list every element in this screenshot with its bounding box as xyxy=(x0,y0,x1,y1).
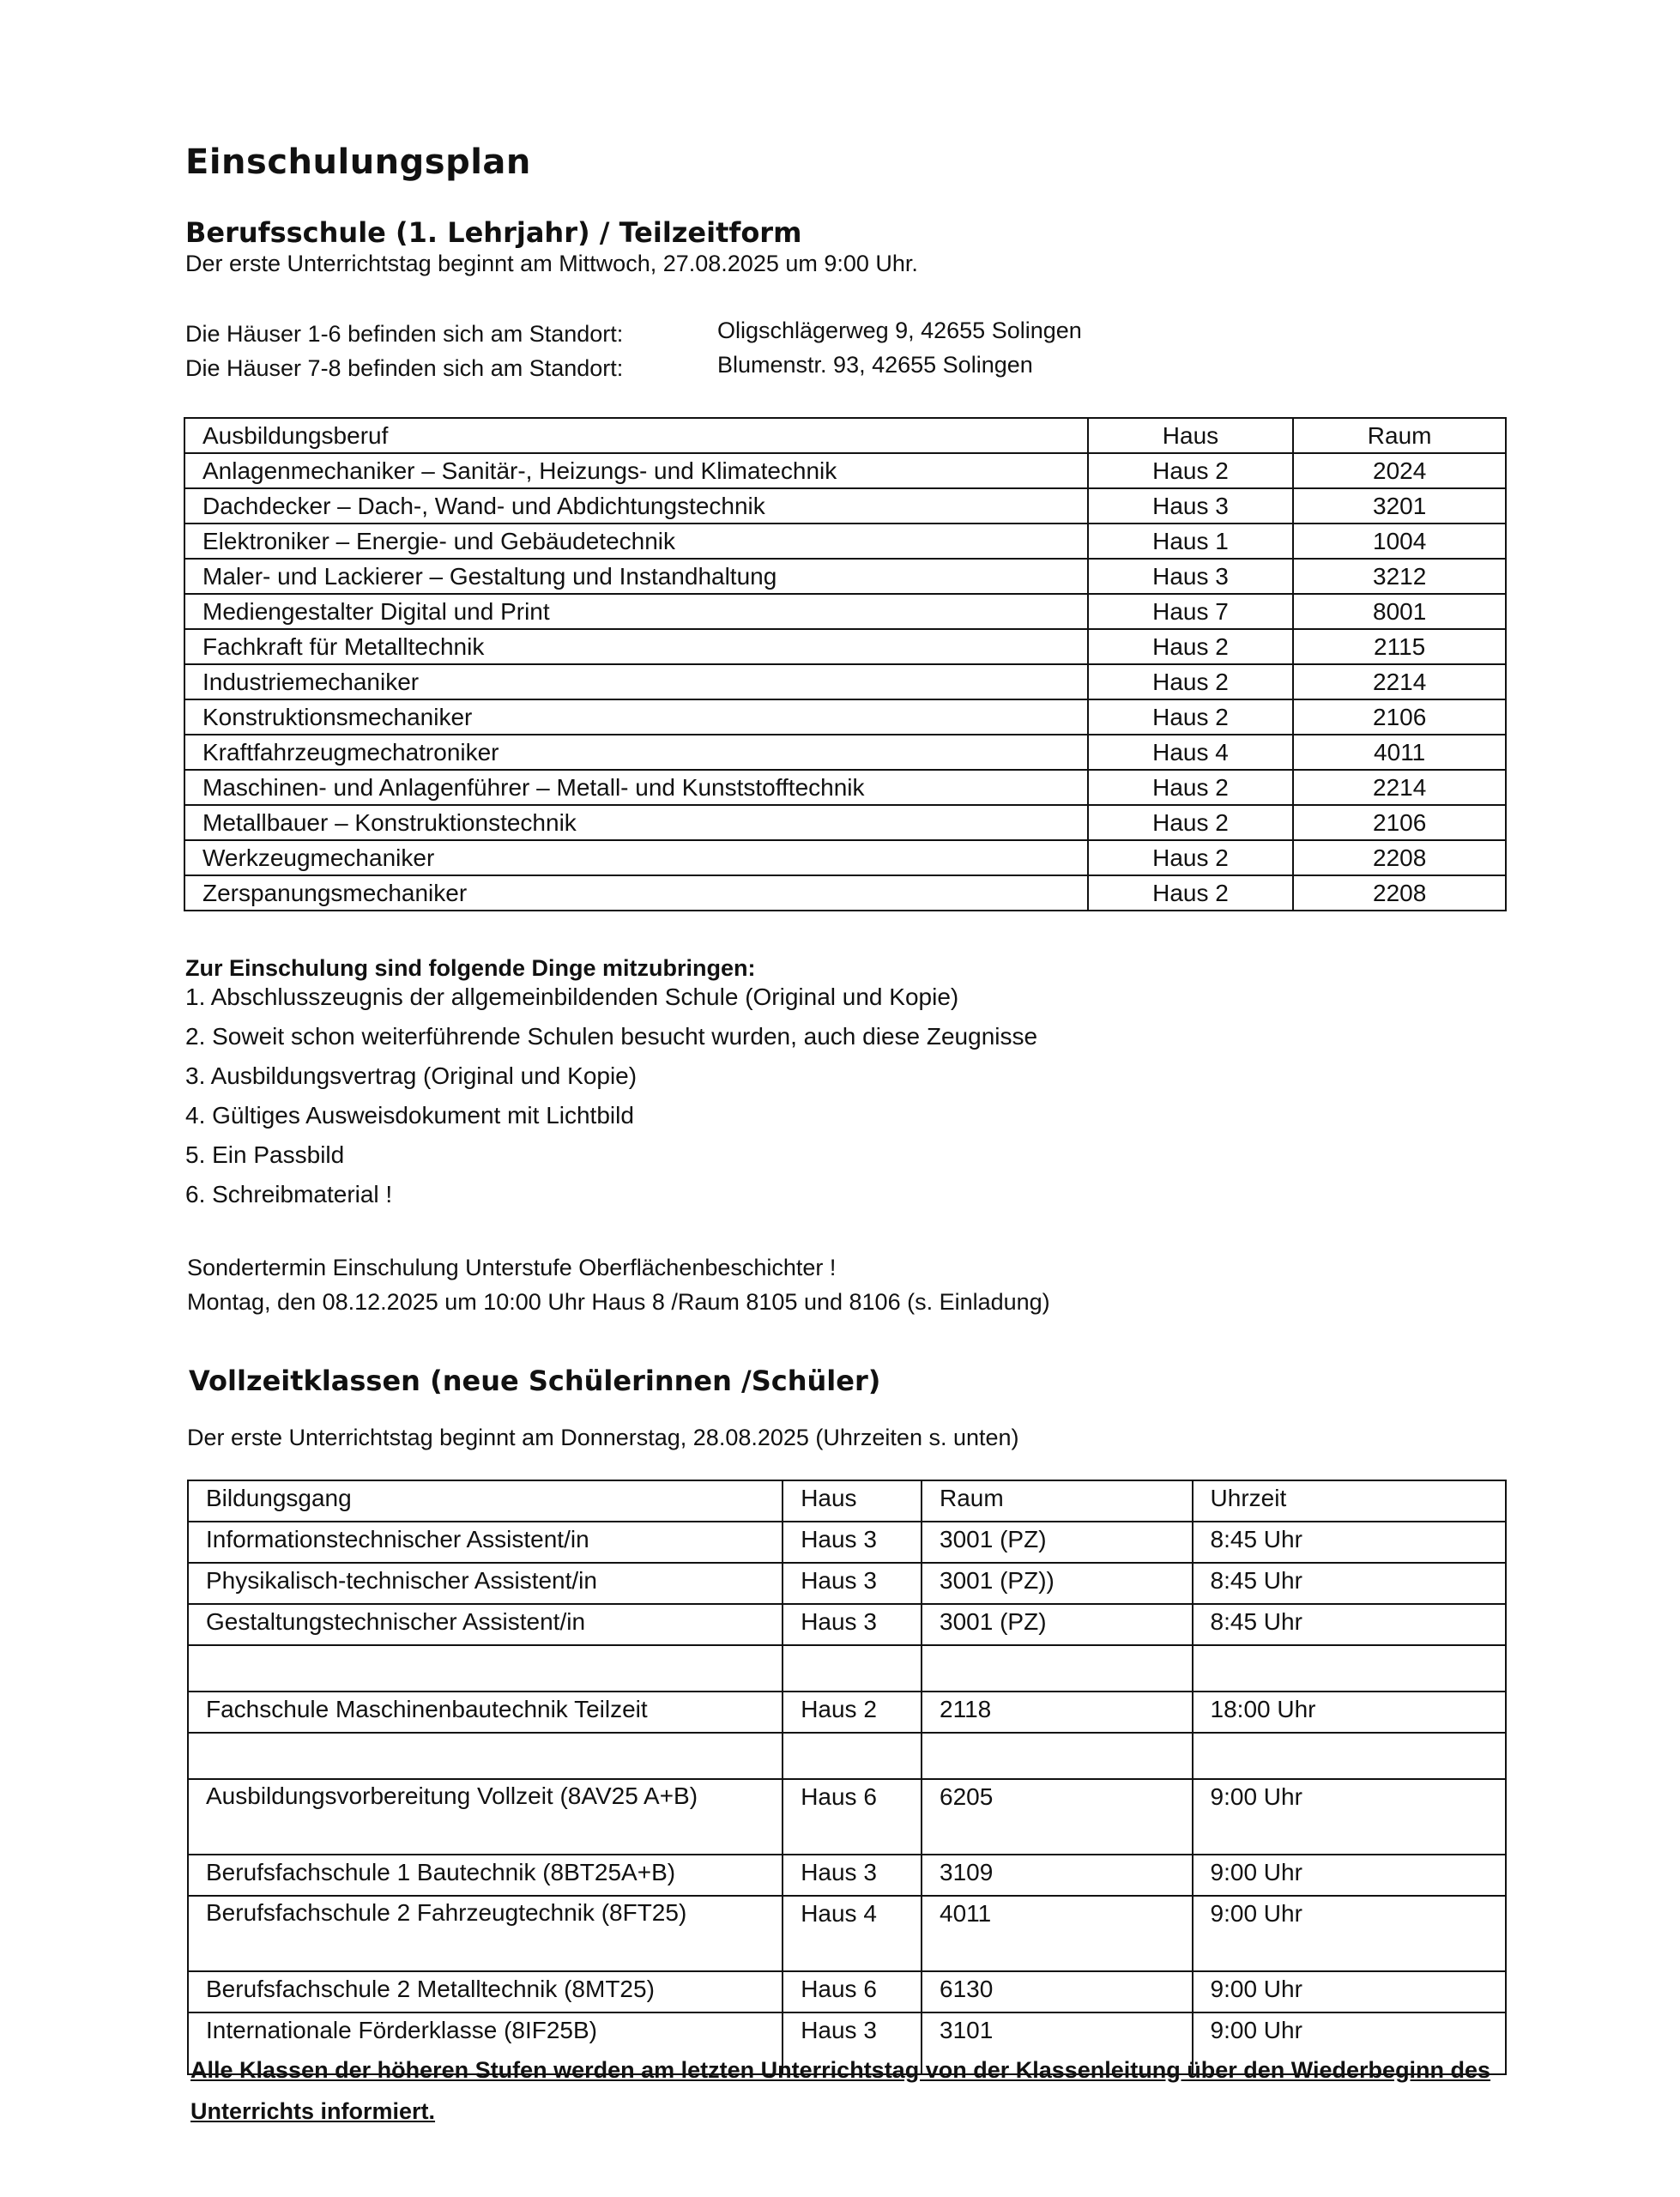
table-cell: 2208 xyxy=(1293,840,1506,875)
table-cell xyxy=(922,1733,1193,1779)
table-cell: 8001 xyxy=(1293,594,1506,629)
table-row xyxy=(184,770,1506,805)
table-row xyxy=(188,1604,1506,1645)
table-cell: Haus 3 xyxy=(1088,488,1294,524)
table-header-row xyxy=(184,418,1506,453)
table-cell: 1004 xyxy=(1293,524,1506,559)
table-cell: Haus 4 xyxy=(1088,735,1294,770)
table-cell: Haus 7 xyxy=(1088,594,1294,629)
table-row xyxy=(184,629,1506,664)
mitbringen-item-1: 1. Abschlusszeugnis der allgemeinbildenden Schule (Original und Kopie) xyxy=(185,984,959,1010)
table-header-cell: Haus xyxy=(783,1480,922,1522)
table-cell: 8:45 Uhr xyxy=(1193,1563,1506,1604)
location-label-1: Die Häuser 1-6 befinden sich am Standort: xyxy=(185,321,624,347)
table-cell: 2214 xyxy=(1293,664,1506,699)
table-cell: Elektroniker – Energie- und Gebäudetechnik xyxy=(184,524,1088,559)
table-cell: Kraftfahrzeugmechatroniker xyxy=(184,735,1088,770)
table-cell: 3201 xyxy=(1293,488,1506,524)
table-row xyxy=(184,453,1506,488)
sondertermin-line-1: Sondertermin Einschulung Unterstufe Oberflächenbeschichter ! xyxy=(187,1255,837,1280)
table-row xyxy=(184,840,1506,875)
table-cell: Haus 2 xyxy=(1088,875,1294,911)
table-cell: Haus 2 xyxy=(1088,699,1294,735)
table-cell: Berufsfachschule 2 Fahrzeugtechnik (8FT25) xyxy=(188,1896,783,1971)
table-cell: 2208 xyxy=(1293,875,1506,911)
table-header-row xyxy=(188,1480,1506,1522)
table-cell: 2024 xyxy=(1293,453,1506,488)
table-row xyxy=(184,524,1506,559)
berufsschule-heading: Berufsschule (1. Lehrjahr) / Teilzeitform xyxy=(185,216,802,249)
table-cell: Haus 3 xyxy=(783,2012,922,2074)
table-cell: 9:00 Uhr xyxy=(1193,1779,1506,1855)
table-row xyxy=(184,875,1506,911)
mitbringen-item-3: 3. Ausbildungsvertrag (Original und Kopie) xyxy=(185,1062,638,1089)
table-cell: Ausbildungsvorbereitung Vollzeit (8AV25 A+B) xyxy=(188,1779,783,1855)
table-cell: Internationale Förderklasse (8IF25B) xyxy=(188,2012,783,2074)
berufsschule-start: Der erste Unterrichtstag beginnt am Mittwoch, 27.08.2025 um 9:00 Uhr. xyxy=(185,251,918,276)
table-cell: 3001 (PZ) xyxy=(922,1604,1193,1645)
table-row xyxy=(188,1733,1506,1779)
table-header-cell: Raum xyxy=(922,1480,1193,1522)
table-cell: Haus 3 xyxy=(783,1563,922,1604)
mitbringen-item-4: 4. Gültiges Ausweisdokument mit Lichtbild xyxy=(185,1102,634,1129)
document-title: Einschulungsplan xyxy=(185,142,531,182)
table-cell: Industriemechaniker xyxy=(184,664,1088,699)
table-cell: 2106 xyxy=(1293,699,1506,735)
table-row xyxy=(188,1971,1506,2012)
table-row xyxy=(184,664,1506,699)
table-cell: Haus 2 xyxy=(783,1692,922,1733)
table-cell: 3001 (PZ) xyxy=(922,1522,1193,1563)
table-cell: Haus 4 xyxy=(783,1896,922,1971)
table-cell: Fachschule Maschinenbautechnik Teilzeit xyxy=(188,1692,783,1733)
table-cell: Metallbauer – Konstruktionstechnik xyxy=(184,805,1088,840)
table-cell xyxy=(922,1645,1193,1692)
table-row xyxy=(184,488,1506,524)
table-cell: 3212 xyxy=(1293,559,1506,594)
mitbringen-item-2: 2. Soweit schon weiterführende Schulen besucht wurden, auch diese Zeugnisse xyxy=(185,1023,1038,1050)
location-address-2: Blumenstr. 93, 42655 Solingen xyxy=(717,352,1033,378)
table-cell: Haus 3 xyxy=(783,1522,922,1563)
table-cell xyxy=(783,1733,922,1779)
table-cell: 8:45 Uhr xyxy=(1193,1522,1506,1563)
table-cell: Haus 2 xyxy=(1088,805,1294,840)
table-cell: Konstruktionsmechaniker xyxy=(184,699,1088,735)
table-header-cell: Ausbildungsberuf xyxy=(184,418,1088,453)
table-header-cell: Raum xyxy=(1293,418,1506,453)
footer-note: Alle Klassen der höheren Stufen werden am letzten Unterrichtstag von der Klassenleitung über den Wiederbeginn des Unterrichts informiert. xyxy=(190,2057,1491,2124)
table-cell: 18:00 Uhr xyxy=(1193,1692,1506,1733)
table-cell: 9:00 Uhr xyxy=(1193,1855,1506,1896)
table-cell: 2106 xyxy=(1293,805,1506,840)
table-cell: 4011 xyxy=(1293,735,1506,770)
table-header-cell: Uhrzeit xyxy=(1193,1480,1506,1522)
table-cell: Haus 2 xyxy=(1088,664,1294,699)
table-cell: Haus 3 xyxy=(783,1604,922,1645)
table-cell: Haus 2 xyxy=(1088,629,1294,664)
mitbringen-item-6: 6. Schreibmaterial ! xyxy=(185,1181,393,1207)
table-cell: Mediengestalter Digital und Print xyxy=(184,594,1088,629)
table-row xyxy=(188,1563,1506,1604)
table-cell: Berufsfachschule 1 Bautechnik (8BT25A+B) xyxy=(188,1855,783,1896)
table-cell: 2214 xyxy=(1293,770,1506,805)
table-cell xyxy=(783,1645,922,1692)
table-cell: 9:00 Uhr xyxy=(1193,1896,1506,1971)
table-cell xyxy=(188,1645,783,1692)
table-cell: Gestaltungstechnischer Assistent/in xyxy=(188,1604,783,1645)
table-cell: Zerspanungsmechaniker xyxy=(184,875,1088,911)
table-cell: 3109 xyxy=(922,1855,1193,1896)
table-cell: Informationstechnischer Assistent/in xyxy=(188,1522,783,1563)
vollzeit-heading: Vollzeitklassen (neue Schülerinnen /Schüler) xyxy=(189,1365,881,1397)
table-cell: 3101 xyxy=(922,2012,1193,2074)
table-cell: Fachkraft für Metalltechnik xyxy=(184,629,1088,664)
table-cell: 6130 xyxy=(922,1971,1193,2012)
table-cell: 9:00 Uhr xyxy=(1193,2012,1506,2074)
table-cell: Physikalisch-technischer Assistent/in xyxy=(188,1563,783,1604)
table-cell: Haus 2 xyxy=(1088,770,1294,805)
table-cell: 9:00 Uhr xyxy=(1193,1971,1506,2012)
table-cell: 8:45 Uhr xyxy=(1193,1604,1506,1645)
table-cell: Werkzeugmechaniker xyxy=(184,840,1088,875)
table-cell: 2115 xyxy=(1293,629,1506,664)
vollzeit-table xyxy=(187,1480,1507,2075)
table-cell: Haus 6 xyxy=(783,1779,922,1855)
table-cell: 4011 xyxy=(922,1896,1193,1971)
table-row xyxy=(184,594,1506,629)
table-row xyxy=(188,1855,1506,1896)
table-cell: Haus 3 xyxy=(783,1855,922,1896)
mitbringen-item-5: 5. Ein Passbild xyxy=(185,1141,345,1168)
table-cell: 6205 xyxy=(922,1779,1193,1855)
sondertermin-line-2: Montag, den 08.12.2025 um 10:00 Uhr Haus 8 /Raum 8105 und 8106 (s. Einladung) xyxy=(187,1289,1050,1315)
table-cell: Haus 2 xyxy=(1088,453,1294,488)
table-cell: Maschinen- und Anlagenführer – Metall- und Kunststofftechnik xyxy=(184,770,1088,805)
table-row xyxy=(188,1692,1506,1733)
table-row xyxy=(184,699,1506,735)
location-label-2: Die Häuser 7-8 befinden sich am Standort: xyxy=(185,355,624,381)
mitbringen-heading: Zur Einschulung sind folgende Dinge mitzubringen: xyxy=(185,955,756,981)
table-cell: Berufsfachschule 2 Metalltechnik (8MT25) xyxy=(188,1971,783,2012)
table-row xyxy=(184,735,1506,770)
table-cell xyxy=(1193,1733,1506,1779)
table-cell: Haus 6 xyxy=(783,1971,922,2012)
table-header-cell: Bildungsgang xyxy=(188,1480,783,1522)
table-cell: Anlagenmechaniker – Sanitär-, Heizungs- und Klimatechnik xyxy=(184,453,1088,488)
table-cell xyxy=(1193,1645,1506,1692)
table-cell: Maler- und Lackierer – Gestaltung und Instandhaltung xyxy=(184,559,1088,594)
table-header-cell: Haus xyxy=(1088,418,1294,453)
table-row xyxy=(184,805,1506,840)
table-cell: Dachdecker – Dach-, Wand- und Abdichtungstechnik xyxy=(184,488,1088,524)
table-row xyxy=(188,1522,1506,1563)
table-row xyxy=(188,1779,1506,1855)
location-address-1: Oligschlägerweg 9, 42655 Solingen xyxy=(717,318,1082,343)
table-row xyxy=(188,1645,1506,1692)
table-cell: 2118 xyxy=(922,1692,1193,1733)
table-cell: Haus 2 xyxy=(1088,840,1294,875)
table-cell: Haus 3 xyxy=(1088,559,1294,594)
berufsschule-table xyxy=(184,417,1507,911)
table-row xyxy=(188,1896,1506,1971)
table-cell xyxy=(188,1733,783,1779)
table-cell: 3001 (PZ)) xyxy=(922,1563,1193,1604)
table-cell: Haus 1 xyxy=(1088,524,1294,559)
table-row xyxy=(184,559,1506,594)
vollzeit-start: Der erste Unterrichtstag beginnt am Donnerstag, 28.08.2025 (Uhrzeiten s. unten) xyxy=(187,1425,1019,1450)
